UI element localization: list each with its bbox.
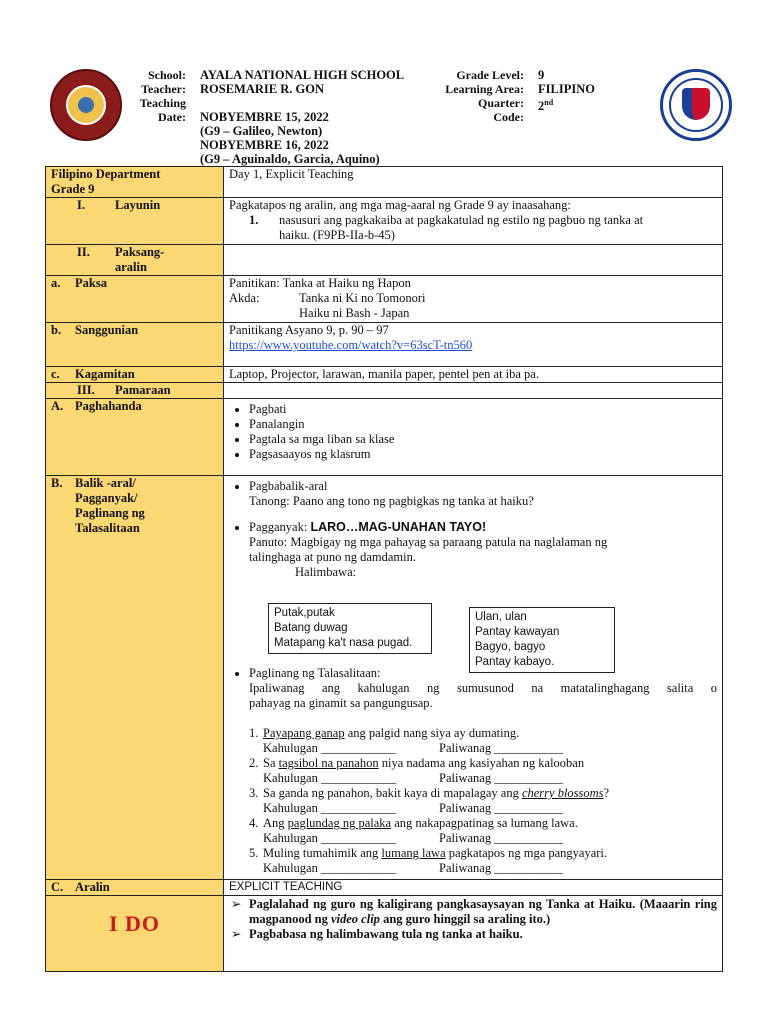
list-item: • Pagtala sa mga liban sa klase bbox=[249, 432, 717, 447]
table-row bbox=[46, 399, 723, 476]
paksa-cell: a. Paksa bbox=[46, 276, 224, 323]
list-item: ➢ Paglalahad ng guro ng kaligirang pangkasaysayan ng Tanka at Haiku. (Maaarin ring magpanood ng video clip ang guro hinggil sa araling ito.) bbox=[249, 897, 717, 927]
department-cell bbox=[46, 167, 224, 198]
table-row bbox=[46, 896, 723, 972]
example-box-1: Putak,putak Batang duwag Matapang ka't nasa pugad. bbox=[268, 603, 432, 654]
list-item: • Pagbati bbox=[249, 402, 717, 417]
date-label: Date: bbox=[158, 110, 186, 124]
paghahanda-content bbox=[224, 399, 723, 476]
table-row bbox=[46, 367, 723, 383]
department-label: Filipino Department bbox=[51, 167, 161, 181]
table-row bbox=[46, 476, 723, 880]
i-do-label: I DO bbox=[108, 911, 161, 936]
sanggunian-cell: b. Sanggunian bbox=[46, 323, 224, 367]
paghahanda-list bbox=[229, 402, 717, 462]
table-row bbox=[46, 198, 723, 245]
lesson-plan-header bbox=[0, 0, 768, 168]
grade-label: Grade 9 bbox=[51, 182, 95, 196]
i-do-cell bbox=[46, 896, 224, 972]
learning-area-label: Learning Area: bbox=[445, 82, 524, 96]
grade-level-label: Grade Level: bbox=[456, 68, 524, 82]
pamaraan-cell: III. Pamaraan bbox=[46, 383, 224, 399]
table-row bbox=[46, 276, 723, 323]
balik-aral-content: • Pagbabalik-aral Tanong: Paano ang tono ng pagbigkas ng tanka at haiku? • Pagganyak: LARO…MAG-UNAHAN TAYO! Panuto: Magbigay ng mga pahayag sa paraang patula na naglalaman ng talinghaga at puno ng damdamin. Halimbawa: Putak,putak Batang duwag Matapang ka't nasa pugad. Ulan, ulan Pantay kawayan Bagyo, bagyo Pantay kabayo. • Paglinang ng Talasalitaan: Ipaliwanag ang kahulugan ng sumusunod na matatalinghagang salita o pahayag na ginamit sa pangungusap. 1. Payapang ganap ang palgid nang siya ay dumating. Kahulugan ____________ Paliwanag ___________ 2. Sa tagsibol na panahon niya nadama ang kasiyahan ng kalooban Kahulugan ____________ Paliwanag ___________ 3. Sa ganda ng panahon, bakit kaya di mapalagay ang cherry blossoms? Kahulugan ____________ Paliwanag ___________ 4. Ang paglundag ng palaka ang nakapagpatinag sa lumang lawa. Kahulugan ____________ Paliwanag ___________ 5. Muling tumahimik ang lumang lawa pagkatapos ng mga pangyayari. Kahulugan ____________ Paliwanag ___________ bbox=[224, 476, 723, 880]
list-item: ➢ Pagbabasa ng halimbawang tula ng tanka at haiku. bbox=[249, 927, 717, 942]
kagamitan-content: Laptop, Projector, larawan, manila paper, pentel pen at iba pa. bbox=[224, 367, 723, 383]
balik-aral-cell: B. Balik -aral/ Pagganyak/ Paglinang ng Talasalitaan bbox=[46, 476, 224, 880]
example-box-2: Ulan, ulan Pantay kawayan Bagyo, bagyo Pantay kabayo. bbox=[469, 607, 615, 673]
deped-seal-logo bbox=[660, 69, 732, 141]
list-item: • Paglinang ng Talasalitaan: bbox=[249, 666, 717, 681]
layunin-content: Pagkatapos ng aralin, ang mga mag-aaral ng Grade 9 ay inaasahang: 1. nasusuri ang pagkakaiba at pagkakatulad ng estilo ng pagbuo ng tanka at haiku. (F9PB-IIa-b-45) bbox=[224, 198, 723, 245]
table-row bbox=[46, 323, 723, 367]
teacher-label: Teacher: bbox=[141, 82, 186, 96]
paghahanda-cell: A. Paghahanda bbox=[46, 399, 224, 476]
layunin-label: Layunin bbox=[115, 198, 161, 212]
table-row bbox=[46, 245, 723, 276]
aralin-cell: C. Aralin bbox=[46, 880, 224, 896]
day-cell bbox=[224, 167, 723, 198]
table-row bbox=[46, 880, 723, 896]
teacher-value: ROSEMARIE R. GON bbox=[200, 82, 324, 96]
section-1: (G9 – Galileo, Newton) bbox=[200, 124, 323, 138]
list-item: • Pagsasaayos ng klasrum bbox=[249, 447, 717, 462]
teaching-label: Teaching bbox=[139, 96, 186, 110]
list-item: • Panalangin bbox=[249, 417, 717, 432]
youtube-link[interactable]: https://www.youtube.com/watch?v=63scT-tn560 bbox=[229, 338, 473, 352]
layunin-cell: I. Layunin bbox=[46, 198, 224, 245]
quarter-value: 2nd bbox=[538, 98, 554, 114]
paksa-content: Panitikan: Tanka at Haiku ng Hapon Akda: Tanka ni Ki no Tomonori Haiku ni Bash - Japan bbox=[224, 276, 723, 323]
list-item: • Pagganyak: LARO…MAG-UNAHAN TAYO! bbox=[249, 520, 717, 535]
school-logo bbox=[50, 69, 122, 141]
aralin-heading: EXPLICIT TEACHING bbox=[224, 880, 723, 896]
date-1: NOBYEMBRE 15, 2022 bbox=[200, 110, 329, 124]
list-item: • Pagbabalik-aral bbox=[249, 479, 717, 494]
learning-area-value: FILIPINO bbox=[538, 82, 595, 96]
sanggunian-content: Panitikang Asyano 9, p. 90 – 97 https://www.youtube.com/watch?v=63scT-tn560 bbox=[224, 323, 723, 367]
code-label: Code: bbox=[493, 110, 524, 124]
date-2: NOBYEMBRE 16, 2022 bbox=[200, 138, 329, 152]
paksang-aralin-cell: II. Paksang- aralin bbox=[46, 245, 224, 276]
school-label: School: bbox=[147, 68, 186, 82]
vocabulary-list: 1. Payapang ganap ang palgid nang siya ay dumating. Kahulugan ____________ Paliwanag ___________ 2. Sa tagsibol na panahon niya nadama ang kasiyahan ng kalooban Kahulugan ____________ Paliwanag ___________ 3. Sa ganda ng panahon, bakit kaya di mapalagay ang cherry blossoms? Kahulugan ____________ Paliwanag ___________ 4. Ang paglundag ng palaka ang nakapagpatinag sa lumang lawa. Kahulugan ____________ Paliwanag ___________ 5. Muling tumahimik ang lumang lawa pagkatapos ng mga pangyayari. Kahulugan ____________ Paliwanag ___________ bbox=[249, 726, 610, 875]
school-value: AYALA NATIONAL HIGH SCHOOL bbox=[200, 68, 405, 82]
quarter-label: Quarter: bbox=[478, 96, 524, 110]
table-row bbox=[46, 167, 723, 198]
i-do-content bbox=[224, 896, 723, 972]
grade-level-value: 9 bbox=[538, 68, 545, 82]
lesson-plan-table bbox=[45, 166, 723, 972]
kagamitan-cell: c. Kagamitan bbox=[46, 367, 224, 383]
day-label: Day 1, Explicit Teaching bbox=[229, 167, 354, 181]
table-row bbox=[46, 383, 723, 399]
section-2: (G9 – Aguinaldo, Garcia, Aquino) bbox=[200, 152, 380, 166]
